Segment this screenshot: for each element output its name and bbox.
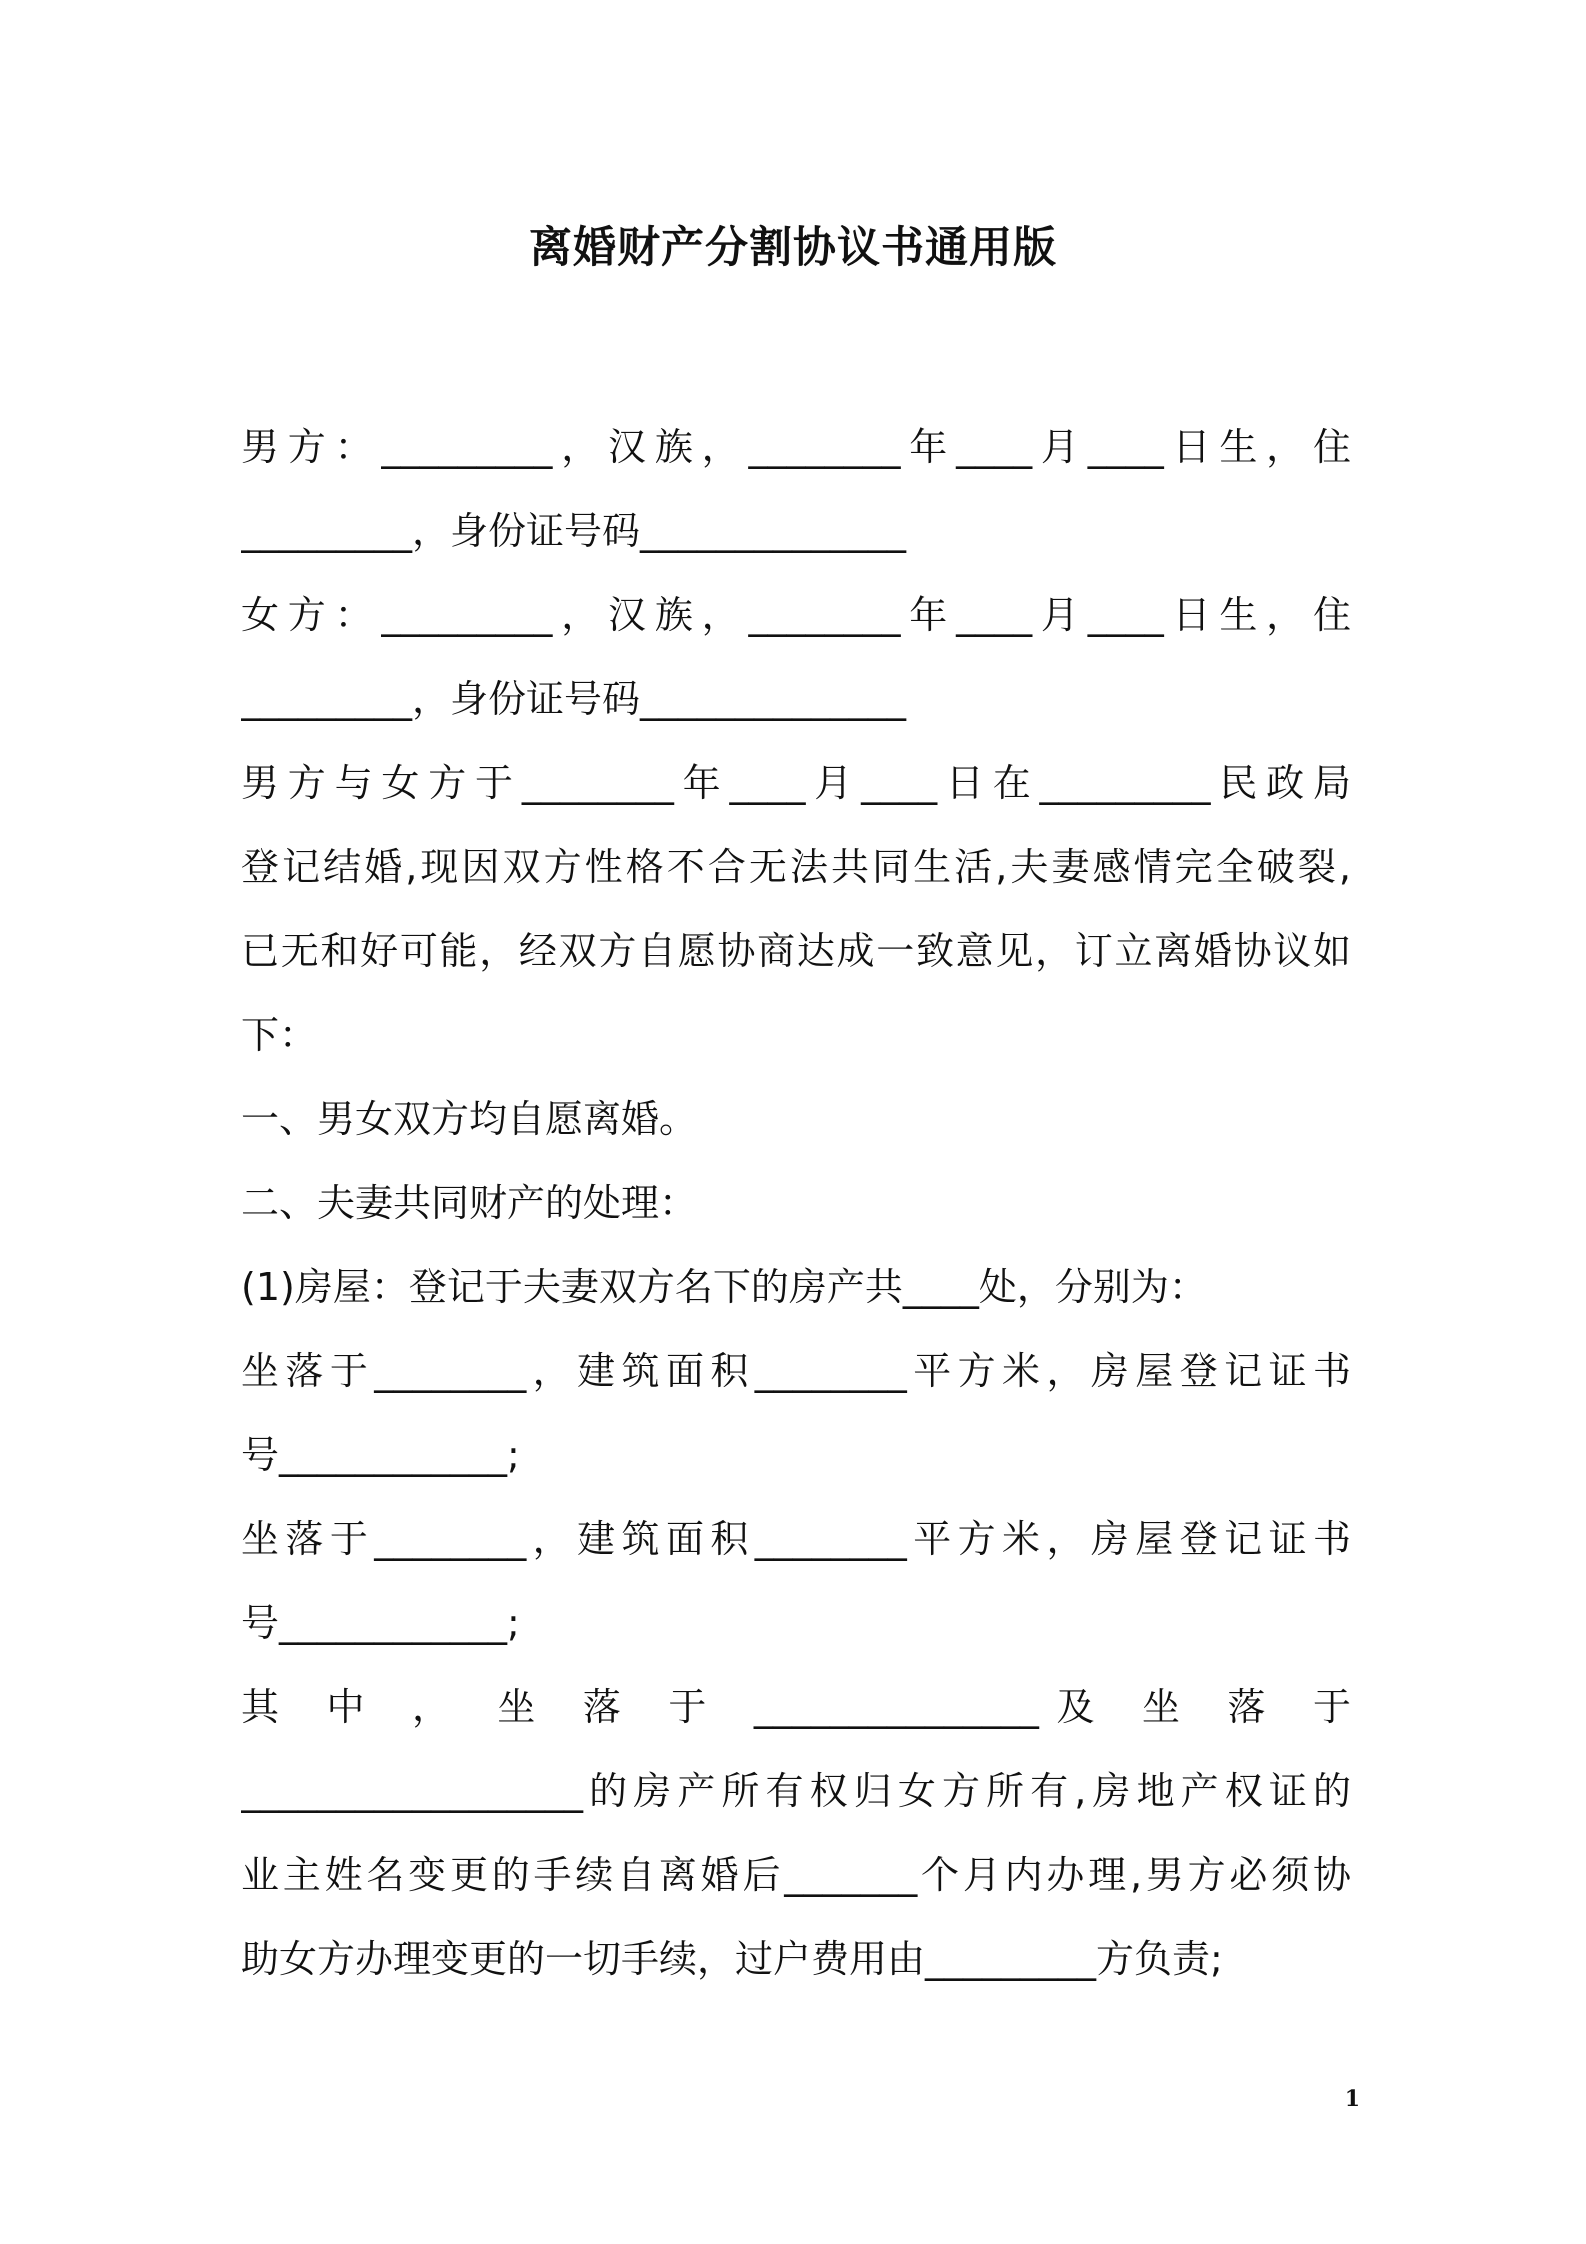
document-body — [241, 405, 1351, 2001]
house-ownership-line-4: 助女方办理变更的一切手续，过户费用由_________方负责; — [241, 1937, 1223, 1981]
house-1-certificate: 号____________; — [241, 1433, 520, 1477]
body-line-male-info: 男方：_________，汉族，________年____月____日生，住 — [241, 425, 1351, 469]
clause-2-house-count: (1)房屋：登记于夫妻双方名下的房产共____处，分别为： — [241, 1265, 1207, 1309]
body-line-marriage-date: 男方与女方于________年____月____日在_________民政局 — [241, 761, 1351, 805]
body-line-female-id: _________，身份证号码______________ — [241, 677, 907, 721]
house-ownership-line-2: __________________的房产所有权归女方所有,房地产权证的 — [241, 1769, 1351, 1813]
document-title: 离婚财产分割协议书通用版 — [529, 223, 1057, 273]
house-ownership-line-3: 业主姓名变更的手续自离婚后_______个月内办理,男方必须协 — [241, 1853, 1351, 1897]
house-2-location: 坐落于________，建筑面积________平方米，房屋登记证书 — [241, 1517, 1351, 1561]
body-line-marriage-reason: 登记结婚,现因双方性格不合无法共同生活,夫妻感情完全破裂, — [241, 845, 1351, 889]
clause-2-heading: 二、夫妻共同财产的处理： — [241, 1181, 698, 1225]
page-number: 1 — [1344, 2086, 1360, 2112]
body-line-agreement-intro: 已无和好可能，经双方自愿协商达成一致意见，订立离婚协议如 — [241, 929, 1351, 973]
body-line-male-id: _________，身份证号码______________ — [241, 509, 907, 553]
house-2-certificate: 号____________; — [241, 1601, 520, 1645]
body-line-agreement-intro-end: 下： — [241, 1013, 318, 1057]
body-line-female-info: 女方：_________，汉族，________年____月____日生，住 — [241, 593, 1351, 637]
house-1-location: 坐落于________，建筑面积________平方米，房屋登记证书 — [241, 1349, 1351, 1393]
house-ownership-line-1: 其 中 ， 坐 落 于 _______________及 坐 落 于 — [241, 1685, 1351, 1729]
clause-1: 一、男女双方均自愿离婚。 — [241, 1097, 698, 1141]
